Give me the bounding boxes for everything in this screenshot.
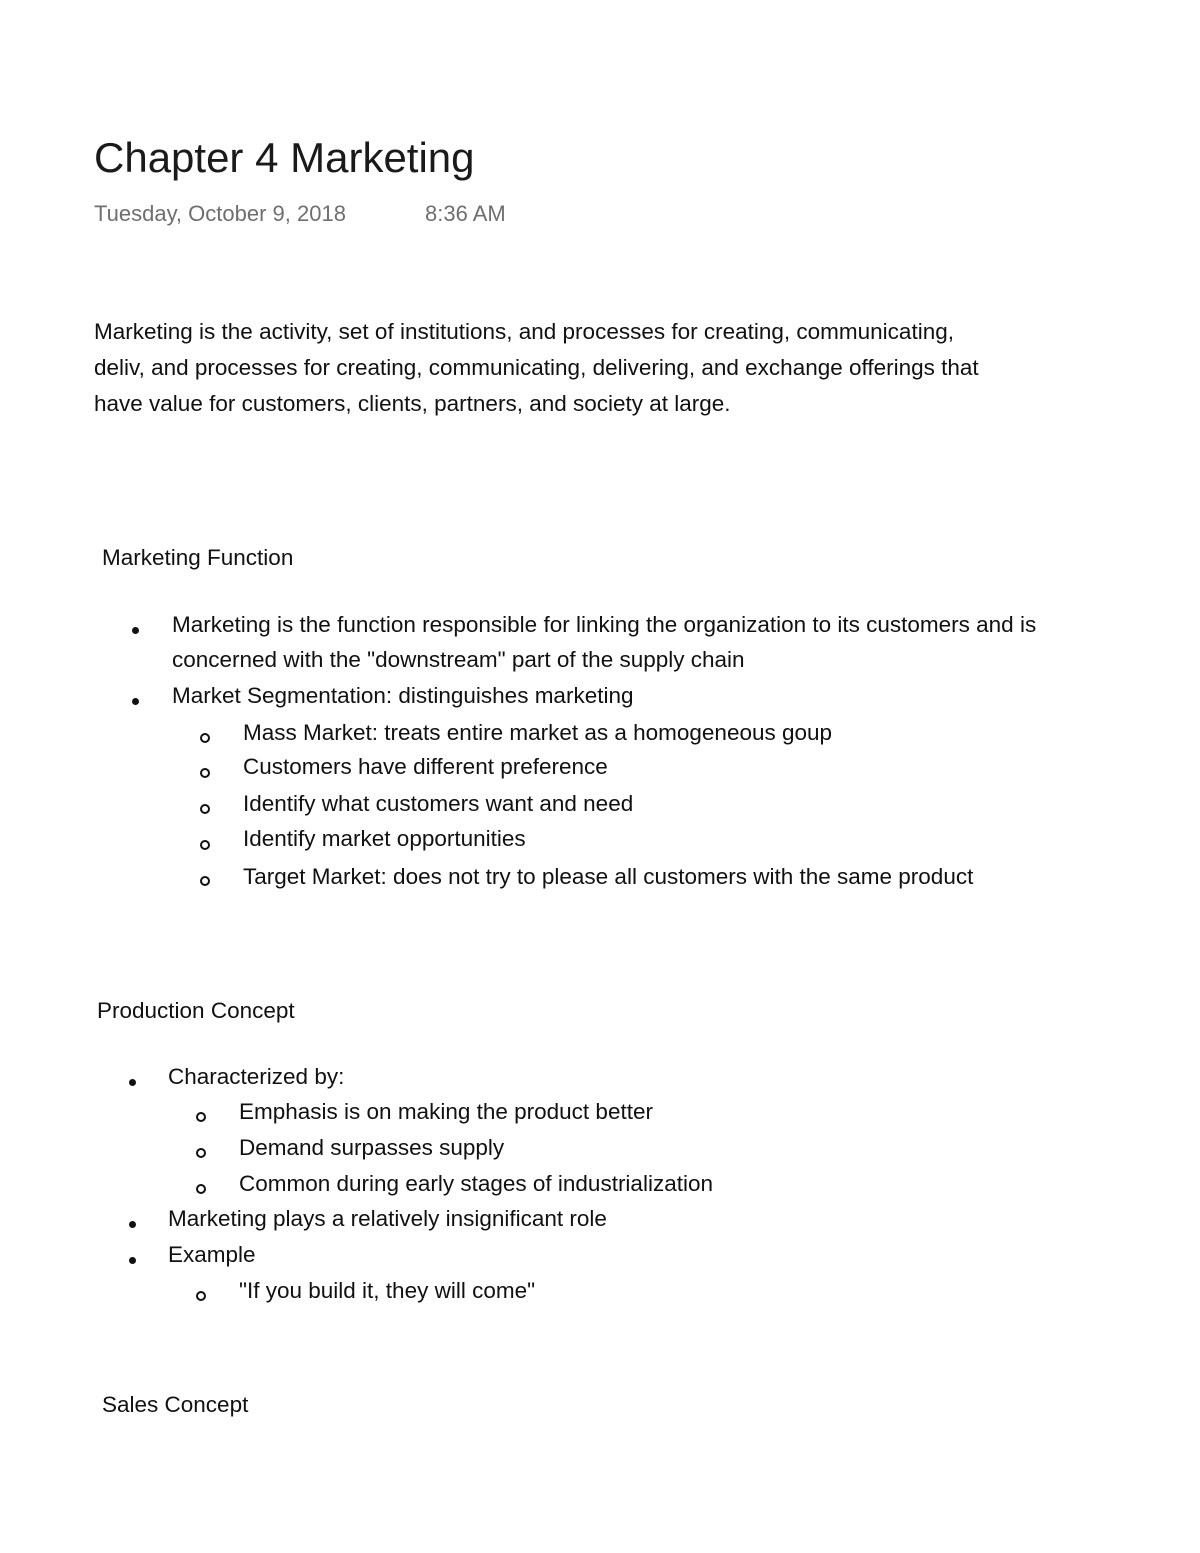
bullet-dot-icon [132,698,139,705]
intro-paragraph [94,314,1174,422]
sub-list-item: Mass Market: treats entire market as a homogeneous goup [243,720,833,745]
bullet-ring-icon [200,876,210,886]
intro-line: Marketing is the activity, set of institutions, and processes for creating, communicating, [94,319,954,344]
bullet-dot-icon [129,1079,136,1086]
bullet-dot-icon [132,627,139,634]
bullet-ring-icon [196,1112,206,1122]
bullet-ring-icon [196,1184,206,1194]
bullet-ring-icon [200,840,210,850]
sub-list-item: Identify what customers want and need [243,791,634,816]
sub-list-item: Target Market: does not try to please all customers with the same product [243,864,974,889]
intro-line: have value for customers, clients, partners, and society at large. [94,391,731,416]
list-item: Marketing is the function responsible for linking the organization to its customers and is [172,612,1037,637]
section-heading-sales-concept: Sales Concept [102,1392,249,1417]
note-time: 8:36 AM [425,201,506,226]
note-date: Tuesday, October 9, 2018 [94,201,346,226]
list-item: Example [168,1242,256,1267]
intro-line: deliv, and processes for creating, communicating, delivering, and exchange offerings that [94,355,979,380]
list-item-continuation: concerned with the "downstream" part of the supply chain [172,647,745,672]
bullet-dot-icon [129,1257,136,1264]
page-title: Chapter 4 Marketing [94,134,475,181]
list-item: Characterized by: [168,1064,345,1089]
bullet-ring-icon [200,768,210,778]
bullet-dot-icon [129,1221,136,1228]
section-heading-production-concept: Production Concept [97,998,295,1023]
sub-list-item: Customers have different preference [243,754,608,779]
sub-list-item: Common during early stages of industrialization [239,1171,713,1196]
sub-list-item: "If you build it, they will come" [239,1278,536,1303]
bullet-ring-icon [196,1291,206,1301]
bullet-ring-icon [200,804,210,814]
sub-list-item: Identify market opportunities [243,826,526,851]
list-item: Market Segmentation: distinguishes marketing [172,683,634,708]
bullet-ring-icon [200,733,210,743]
sub-list-item: Emphasis is on making the product better [239,1099,653,1124]
sub-list-item: Demand surpasses supply [239,1135,505,1160]
list-item: Marketing plays a relatively insignificant role [168,1206,607,1231]
bullet-ring-icon [196,1148,206,1158]
section-heading-marketing-function: Marketing Function [102,545,294,570]
